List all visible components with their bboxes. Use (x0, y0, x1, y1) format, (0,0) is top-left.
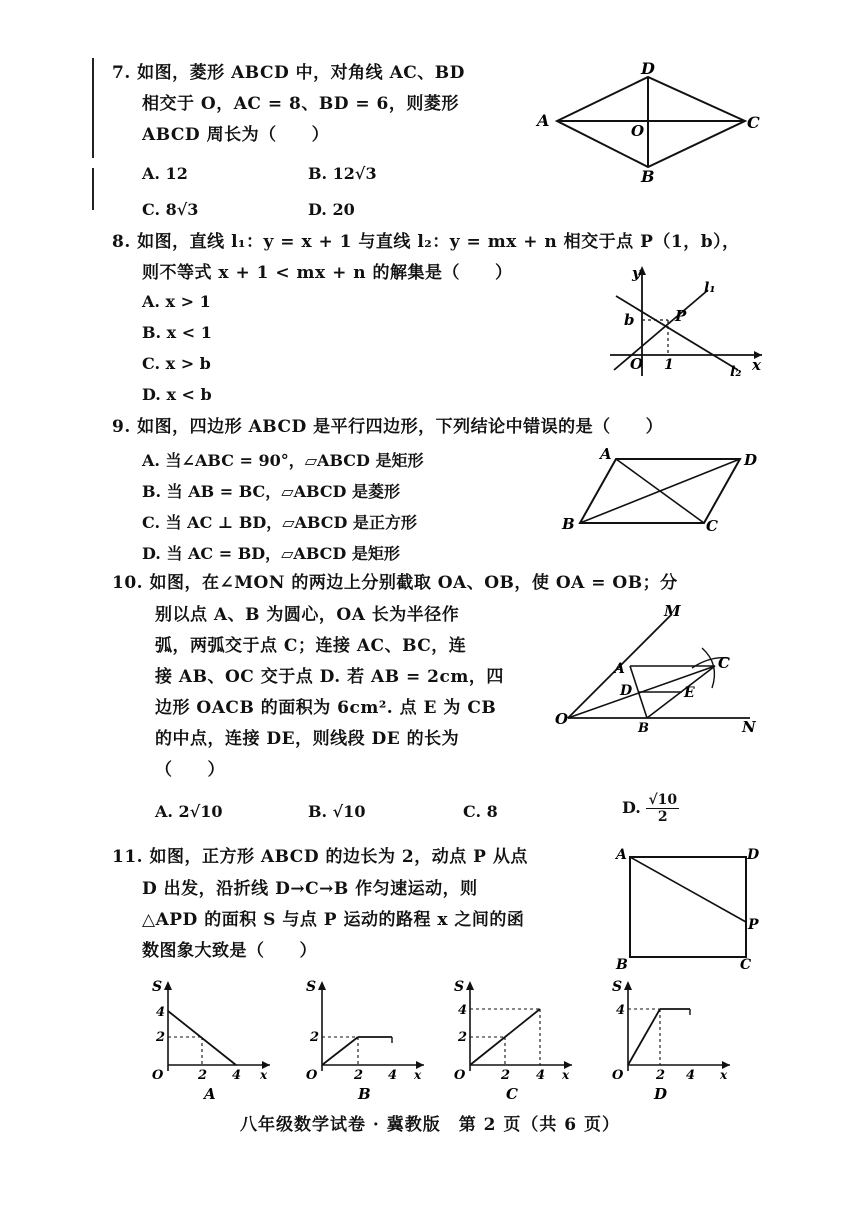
label-D: D (744, 451, 758, 469)
label-P: P (675, 307, 687, 325)
q7-option-b: B. 12√3 (308, 164, 377, 183)
q8-line1: 8. 如图，直线 l₁：y = x + 1 与直线 l₂：y = mx + n 相交于点 P（1，b）， (112, 232, 740, 252)
label-x: x (752, 356, 761, 374)
label-C: C (747, 113, 760, 132)
graph-label-a: A (204, 1085, 216, 1103)
label-B: B (641, 167, 655, 185)
q7-line3: ABCD 周长为（ ） (142, 125, 330, 145)
q10-line7: （ ） (155, 760, 225, 780)
graph-label-c: C (506, 1085, 518, 1103)
label-A: A (600, 445, 612, 463)
svg-text:4: 4 (232, 1068, 242, 1083)
q10-option-b: B. √10 (308, 802, 366, 821)
q11-line3: △APD 的面积 S 与点 P 运动的路程 x 之间的函 (142, 910, 525, 930)
q11-line2: D 出发，沿折线 D→C→B 作匀速运动，则 (142, 879, 478, 899)
q9-parallelogram-figure (558, 445, 768, 535)
svg-text:S: S (454, 979, 465, 995)
label-M: M (664, 602, 681, 620)
svg-text:S: S (152, 979, 163, 995)
q8-option-a: A. x > 1 (142, 292, 211, 311)
q10-option-d-prefix: D. (622, 798, 641, 817)
svg-text:4: 4 (388, 1068, 398, 1083)
q10-line5: 边形 OACB 的面积为 6cm². 点 E 为 CB (155, 698, 497, 718)
q11-square-figure (610, 845, 770, 970)
svg-text:x: x (260, 1068, 268, 1082)
q7-option-c: C. 8√3 (142, 200, 199, 219)
q10-angle-figure (552, 598, 767, 743)
svg-text:2: 2 (310, 1030, 320, 1045)
label-D: D (641, 60, 655, 78)
label-O: O (631, 122, 645, 140)
svg-text:2: 2 (354, 1068, 364, 1083)
graph-label-b: B (358, 1085, 371, 1103)
label-A: A (616, 847, 627, 863)
q11-line1: 11. 如图，正方形 ABCD 的边长为 2，动点 P 从点 (112, 847, 528, 867)
svg-text:4: 4 (616, 1003, 626, 1018)
label-D: D (620, 683, 633, 699)
svg-text:S: S (612, 979, 623, 995)
page-footer: 八年级数学试卷 · 冀教版 第 2 页（共 6 页） (239, 1115, 621, 1135)
label-l2: l₂ (730, 364, 742, 380)
q10-line1: 10. 如图，在∠MON 的两边上分别截取 OA、OB，使 OA = OB；分 (112, 573, 678, 593)
label-C: C (706, 517, 718, 535)
svg-text:x: x (414, 1068, 422, 1082)
q9-option-a: A. 当∠ABC = 90°，▱ABCD 是矩形 (142, 451, 424, 470)
label-l1: l₁ (704, 280, 716, 296)
svg-text:O: O (152, 1068, 164, 1083)
graph-label-d: D (654, 1085, 668, 1103)
label-E: E (684, 685, 695, 701)
svg-text:2: 2 (458, 1030, 468, 1045)
q9-option-d: D. 当 AC = BD，▱ABCD 是矩形 (142, 544, 400, 563)
svg-text:4: 4 (536, 1068, 546, 1083)
svg-text:4: 4 (686, 1068, 696, 1083)
label-O: O (630, 355, 644, 373)
q9-option-c: C. 当 AC ⊥ BD，▱ABCD 是正方形 (142, 513, 417, 532)
svg-text:2: 2 (198, 1068, 208, 1083)
q7-option-d: D. 20 (308, 200, 355, 219)
label-1: 1 (664, 357, 674, 373)
fraction-denominator: 2 (657, 809, 668, 825)
q8-option-c: C. x > b (142, 354, 211, 373)
label-P: P (748, 917, 759, 933)
label-C: C (718, 654, 730, 672)
svg-text:4: 4 (458, 1003, 468, 1018)
label-B: B (638, 721, 649, 736)
q11-graph-a (148, 975, 276, 1103)
q8-option-b: B. x < 1 (142, 323, 212, 342)
q10-line4: 接 AB、OC 交于点 D. 若 AB = 2cm，四 (155, 667, 504, 687)
label-N: N (742, 718, 756, 736)
svg-text:O: O (612, 1068, 624, 1083)
q7-option-a: A. 12 (142, 164, 188, 183)
q10-line6: 的中点，连接 DE，则线段 DE 的长为 (155, 729, 460, 749)
margin-line (92, 58, 94, 158)
svg-text:2: 2 (156, 1030, 166, 1045)
q10-option-d-fraction (646, 792, 679, 825)
q8-line2: 则不等式 x + 1 < mx + n 的解集是（ ） (142, 263, 513, 283)
q7-rhombus-figure (535, 60, 765, 185)
fraction-numerator: √10 (648, 792, 678, 808)
label-B: B (562, 515, 575, 533)
svg-text:S: S (306, 979, 317, 995)
svg-text:O: O (306, 1068, 318, 1083)
label-D: D (747, 847, 760, 863)
label-b: b (624, 311, 635, 329)
q9-option-b: B. 当 AB = BC，▱ABCD 是菱形 (142, 482, 400, 501)
svg-text:x: x (720, 1068, 728, 1082)
q10-line3: 弧，两弧交于点 C；连接 AC、BC，连 (155, 636, 467, 656)
q7-line2: 相交于 O，AC = 8、BD = 6，则菱形 (142, 94, 459, 114)
svg-text:O: O (454, 1068, 466, 1083)
q10-option-d (622, 792, 679, 825)
label-A: A (614, 661, 625, 677)
svg-text:2: 2 (501, 1068, 511, 1083)
q11-line4: 数图象大致是（ ） (142, 941, 317, 961)
label-y: y (632, 264, 641, 282)
label-O: O (555, 710, 569, 728)
svg-text:x: x (562, 1068, 570, 1082)
q7-line1: 7. 如图，菱形 ABCD 中，对角线 AC、BD (112, 63, 465, 83)
q10-option-a: A. 2√10 (155, 802, 223, 821)
svg-text:4: 4 (156, 1005, 166, 1020)
margin-line (92, 168, 94, 210)
q10-option-c: C. 8 (463, 802, 498, 821)
q8-graph-figure (600, 258, 770, 383)
q8-option-d: D. x < b (142, 385, 212, 404)
q11-graph-d (608, 975, 736, 1103)
q10-line2: 别以点 A、B 为圆心，OA 长为半径作 (155, 605, 460, 625)
svg-text:2: 2 (656, 1068, 666, 1083)
q9-line1: 9. 如图，四边形 ABCD 是平行四边形，下列结论中错误的是（ ） (112, 417, 664, 437)
q11-graph-b (302, 975, 430, 1103)
q11-graph-c (450, 975, 578, 1103)
label-A: A (537, 111, 550, 130)
label-C: C (740, 957, 752, 970)
label-B: B (616, 957, 628, 970)
